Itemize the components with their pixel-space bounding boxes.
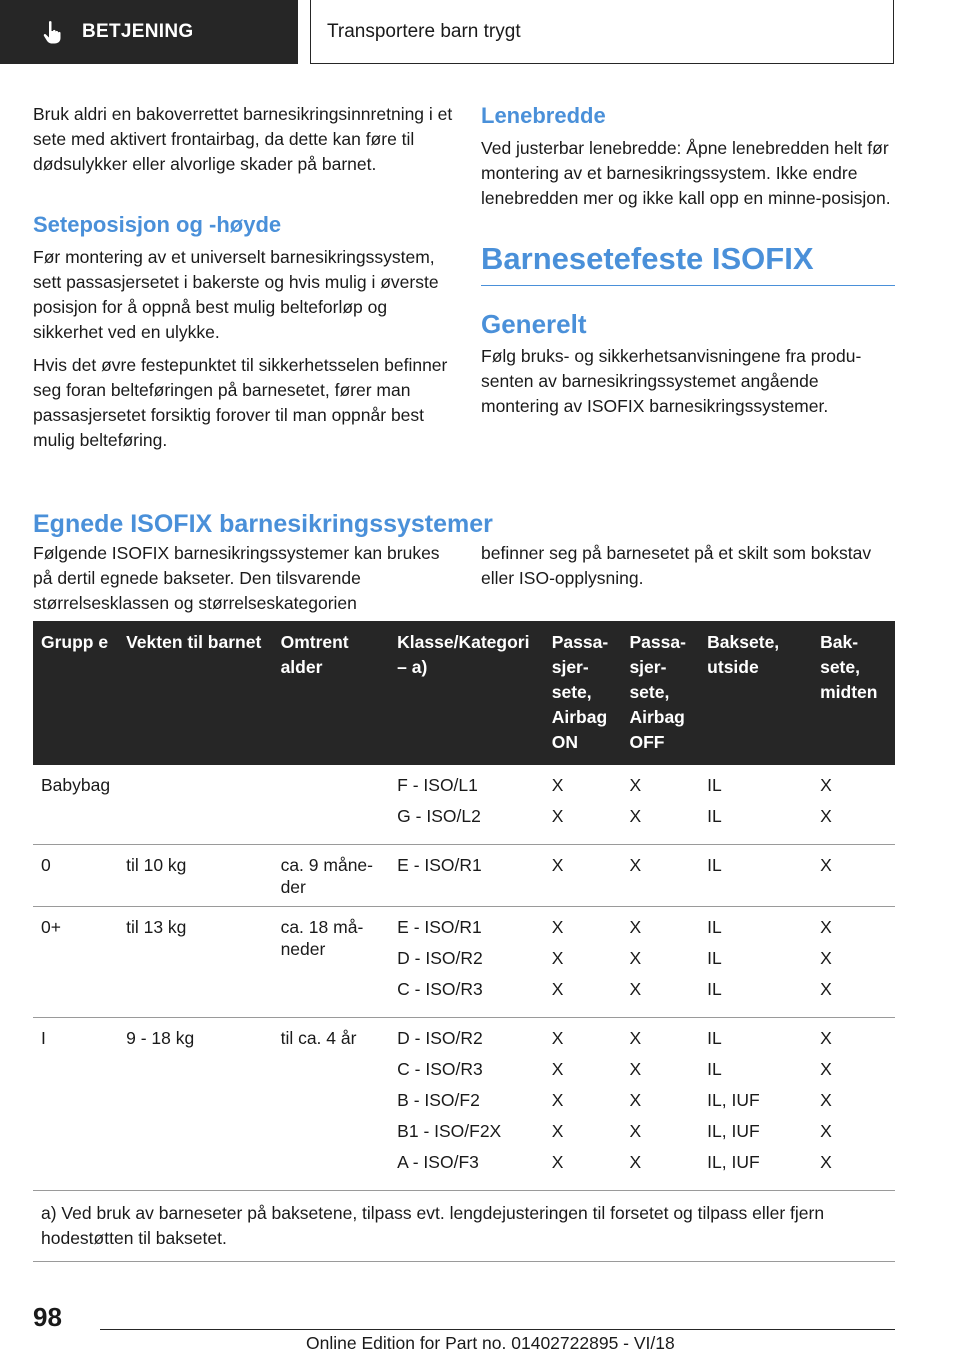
cell-class <box>389 845 544 907</box>
sub-value: IL, IUF <box>707 1152 760 1172</box>
isofix-table <box>33 621 895 1262</box>
page-number: 98 <box>33 1302 62 1332</box>
sub-value: D - ISO/R2 <box>397 948 483 968</box>
cell-airbag-on <box>544 1018 622 1191</box>
seat-position-heading: Seteposisjon og -høyde <box>33 212 282 237</box>
sub-value: B1 - ISO/F2X <box>397 1121 502 1141</box>
sub-value: G - ISO/L2 <box>397 806 481 826</box>
backrest-width-heading: Lenebredde <box>481 103 606 128</box>
cell-airbag-on <box>544 907 622 1018</box>
header-class: Klasse/Kategori – a) <box>389 621 544 765</box>
sub-value: C - ISO/R3 <box>397 979 483 999</box>
sub-value: IL <box>707 855 722 875</box>
sub-value: X <box>629 855 642 875</box>
footer-divider <box>100 1329 895 1330</box>
cell-class <box>389 765 544 845</box>
sub-value: X <box>551 1090 564 1110</box>
cell-class <box>389 1018 544 1191</box>
sub-value: X <box>551 1121 564 1141</box>
sub-value: X <box>820 1090 832 1110</box>
general-paragraph: Følg bruks- og sikkerhetsanvisningene fra produsenten av barnesikringssystemet angående montering av ISOFIX barnesikringssystemer. <box>481 346 862 416</box>
sub-value: IL, IUF <box>707 1090 760 1110</box>
sub-value: X <box>820 855 832 875</box>
sub-value: IL <box>707 775 722 795</box>
suitable-isofix-heading: Egnede ISOFIX barnesikringssystemer <box>33 510 493 538</box>
table-footnote: a) Ved bruk av barneseter på baksetene, tilpass evt. lengdejusteringen til forsetet og tilpass eller fjern hodestøtten til baksetet. <box>33 1191 895 1262</box>
sub-value: IL <box>707 917 722 937</box>
isofix-title: Barnesetefeste ISOFIX <box>481 239 895 286</box>
cell-group: I <box>41 1028 46 1048</box>
sub-value: X <box>551 806 564 826</box>
sub-value: IL <box>707 1028 722 1048</box>
cell-group: 0+ <box>41 917 61 937</box>
sub-value: A - ISO/F3 <box>397 1152 479 1172</box>
cell-weight: 9 - 18 kg <box>126 1028 195 1048</box>
cell-age: ca. 9 måneder <box>280 855 373 897</box>
sub-value: X <box>820 917 832 937</box>
breadcrumb-title: Transportere barn trygt <box>327 20 521 42</box>
sub-value: C - ISO/R3 <box>397 1059 483 1079</box>
seat-position-paragraph-1: Før montering av et universelt barnesikringssystem, sett passasjersetet i bakerste og hvis mulig i øverste posisjon for å oppnå best mulig belteforløp og sikkerhet ved en ulykke. <box>33 247 439 342</box>
breadcrumb <box>310 0 894 64</box>
cell-weight: til 13 kg <box>126 917 187 937</box>
cell-rear-middle <box>812 907 895 1018</box>
cell-rear-outer <box>699 765 812 845</box>
header-weight: Vekten til barnet <box>118 621 272 765</box>
cell-group: Babybag <box>41 775 111 795</box>
sub-value: X <box>551 1028 564 1048</box>
sub-value: IL <box>707 979 722 999</box>
intro-warning-text: Bruk aldri en bakoverrettet barnesikringsinnretning i et sete med aktivert frontairbag, da dette kan føre til dødsulykker eller alvorlige skader på barnet. <box>33 104 453 174</box>
table-row <box>33 1018 895 1191</box>
cell-rear-middle <box>812 1018 895 1191</box>
cell-group: 0 <box>41 855 51 875</box>
sub-value: X <box>629 806 642 826</box>
sub-value: X <box>629 1152 642 1172</box>
sub-value: IL <box>707 948 722 968</box>
sub-value: X <box>820 806 832 826</box>
header-rear-outer: Baksete, utside <box>699 621 812 765</box>
sub-value: X <box>820 1121 832 1141</box>
sub-value: X <box>629 979 642 999</box>
cell-airbag-off <box>621 907 699 1018</box>
hand-pointer-icon <box>42 20 64 44</box>
cell-rear-middle <box>812 765 895 845</box>
section-paragraph-left <box>33 541 453 624</box>
cell-age: ca. 18 måneder <box>280 917 364 959</box>
sub-value: X <box>820 1059 832 1079</box>
header-airbag-off: Passasjersete, Airbag OFF <box>621 621 699 765</box>
sub-value: F - ISO/L1 <box>397 775 478 795</box>
table-footnote-row <box>33 1191 895 1262</box>
sub-value: X <box>551 979 564 999</box>
cell-rear-outer <box>699 1018 812 1191</box>
sub-value: D - ISO/R2 <box>397 1028 483 1048</box>
header-airbag-on: Passasjersete, Airbag ON <box>544 621 622 765</box>
sub-value: X <box>820 775 832 795</box>
sub-value: X <box>629 1059 642 1079</box>
cell-rear-outer <box>699 845 812 907</box>
header-rear-middle: Baksete, midten <box>812 621 895 765</box>
sub-value: X <box>551 1152 564 1172</box>
cell-weight: til 10 kg <box>126 855 187 875</box>
sub-value: X <box>551 855 564 875</box>
sub-value: X <box>629 917 642 937</box>
sub-value: X <box>629 1121 642 1141</box>
sub-value: X <box>629 948 642 968</box>
backrest-width-paragraph: Ved justerbar lenebredde: Åpne lenebredden helt før montering av et barnesikringssystem. Ikke endre lenebredden mer og ikke kall opp en minne-posisjon. <box>481 138 891 208</box>
sub-value: X <box>820 1152 832 1172</box>
header-group: Grupp e <box>33 621 118 765</box>
sub-value: X <box>551 775 564 795</box>
table-row <box>33 907 895 1018</box>
section-text-left: Følgende ISOFIX barnesikringssystemer kan brukes på dertil egnede bakseter. Den tilsvarende størrelsesklassen og størrelseskategorien <box>33 543 440 613</box>
seat-position-paragraph-2: Hvis det øvre festepunktet til sikkerhetsselen befinner seg foran belteføringen på barnesetet, fører man passasjersetet forsiktig forover til man oppnår best mulig belteføring. <box>33 355 448 450</box>
header-age: Omtrent alder <box>273 621 390 765</box>
cell-airbag-off <box>621 765 699 845</box>
sub-value: IL, IUF <box>707 1121 760 1141</box>
cell-rear-outer <box>699 907 812 1018</box>
cell-weight <box>118 765 272 845</box>
sub-value: X <box>629 775 642 795</box>
cell-rear-middle <box>812 845 895 907</box>
cell-class <box>389 907 544 1018</box>
sub-value: X <box>551 948 564 968</box>
cell-age: til ca. 4 år <box>280 1028 357 1048</box>
section-text-right: befinner seg på barnesetet på et skilt som bokstav eller ISO-opplysning. <box>481 543 872 588</box>
sub-value: IL <box>707 806 722 826</box>
sub-value: X <box>820 948 832 968</box>
table-header-row <box>33 621 895 765</box>
sub-value: E - ISO/R1 <box>397 855 482 875</box>
sub-value: X <box>629 1028 642 1048</box>
sub-value: X <box>629 1090 642 1110</box>
footer-edition-text: Online Edition for Part no. 01402722895 - VI/18 <box>306 1333 675 1353</box>
cell-airbag-on <box>544 765 622 845</box>
chapter-label: BETJENING <box>82 21 194 42</box>
sub-value: IL <box>707 1059 722 1079</box>
cell-airbag-off <box>621 845 699 907</box>
header-chapter-tab[interactable] <box>0 0 298 64</box>
section-paragraph-right <box>481 541 895 599</box>
table-row <box>33 845 895 907</box>
general-heading: Generelt <box>481 309 587 339</box>
sub-value: E - ISO/R1 <box>397 917 482 937</box>
sub-value: B - ISO/F2 <box>397 1090 480 1110</box>
left-column <box>33 102 453 461</box>
cell-age <box>273 765 390 845</box>
sub-value: X <box>820 979 832 999</box>
sub-value: X <box>820 1028 832 1048</box>
right-column <box>481 102 895 427</box>
sub-value: X <box>551 917 564 937</box>
sub-value: X <box>551 1059 564 1079</box>
cell-airbag-off <box>621 1018 699 1191</box>
table-row <box>33 765 895 845</box>
cell-airbag-on <box>544 845 622 907</box>
